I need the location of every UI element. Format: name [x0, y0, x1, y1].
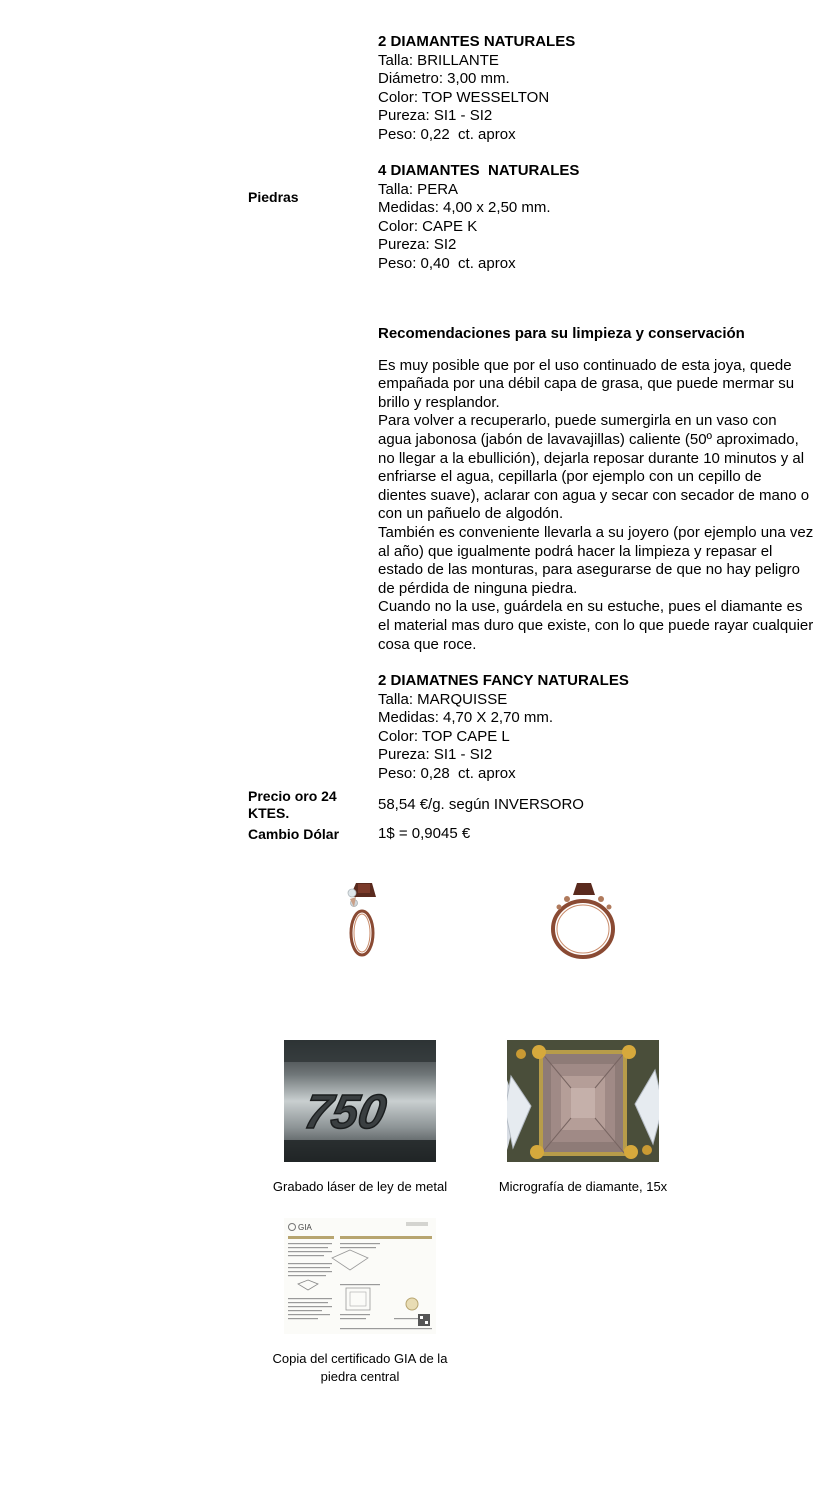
stone-3-line: Talla: MARQUISSE: [378, 690, 508, 708]
care-paragraph: Para volver a recuperarlo, puede sumergirla en un vaso con agua jabonosa (jabón de lavavajillas) caliente (50º aproximado, no llegar a la ebullición), dejarla reposar durante 10 minutos y al enfriarse el agua, cepillarla (por ejemplo con un cepillo de dientes suave), aclarar con agua y secar con secador de mano o con un pañuelo de algodón.: [378, 412, 810, 523]
stone-spec-3: [378, 672, 818, 784]
laser-caption: Grabado láser de ley de metal: [272, 1179, 448, 1194]
stone-2-line: Medidas: 4,00 x 2,50 mm.: [378, 199, 551, 217]
care-paragraph: Es muy posible que por el uso continuado de esta joya, quede empañada por una débil capa de grasa, que puede mermar su brillo y resplandor.: [378, 356, 795, 411]
care-paragraph: Cuando no la use, guárdela en su estuche, pues el diamante es el material mas duro que existe, con lo que puede rayar cualquier cosa que roce.: [378, 598, 814, 653]
ring-side-photo: [330, 875, 390, 960]
micrograph-caption: Micrografía de diamante, 15x: [498, 1179, 668, 1194]
care-paragraph: También es conveniente llevarla a su joyero (por ejemplo una vez al año) que igualmente podrá hacer la limpieza y repasar el estado de las monturas, para asegurarse de que no hay peligro de pérdida de ninguna piedra.: [378, 523, 814, 597]
care-section: [378, 325, 814, 654]
gia-certificate-image: [284, 1218, 436, 1334]
stones-label: Piedras: [248, 189, 299, 205]
care-title: Recomendaciones para su limpieza y conservación: [378, 325, 745, 342]
stone-2-line: Pureza: SI2: [378, 236, 457, 254]
exchange-value: 1$ = 0,9045 €: [378, 825, 471, 842]
stone-3-title: 2 DIAMATNES FANCY NATURALES: [378, 672, 629, 689]
gold-price-label: Precio oro 24 KTES.: [248, 788, 337, 821]
gold-price-value: 58,54 €/g. según INVERSORO: [378, 796, 584, 813]
stone-spec-2: [378, 162, 818, 274]
stone-1-line: Talla: BRILLANTE: [378, 51, 499, 69]
stone-1-line: Diámetro: 3,00 mm.: [378, 70, 510, 88]
diamond-micrograph-photo: [507, 1040, 659, 1162]
stone-3-line: Color: TOP CAPE L: [378, 727, 510, 745]
engraving-text: 750: [300, 1085, 391, 1139]
stone-3-line: Medidas: 4,70 X 2,70 mm.: [378, 709, 554, 727]
stone-3-line: Peso: 0,28 ct. aprox: [378, 764, 516, 782]
stone-2-line: Color: CAPE K: [378, 217, 478, 235]
stone-spec-1: [378, 33, 818, 145]
stone-1-line: Pureza: SI1 - SI2: [378, 107, 493, 125]
exchange-label: Cambio Dólar: [248, 826, 340, 842]
stone-1-title: 2 DIAMANTES NATURALES: [378, 33, 576, 50]
ring-front-photo: [545, 877, 625, 962]
gia-caption: Copia del certificado GIA de la piedra central: [272, 1351, 448, 1384]
stone-1-line: Color: TOP WESSELTON: [378, 88, 550, 106]
laser-engraving-photo: [284, 1040, 436, 1162]
stone-2-title: 4 DIAMANTES NATURALES: [378, 162, 580, 179]
stone-2-line: Talla: PERA: [378, 180, 459, 198]
gia-logo-text: GIA: [298, 1223, 312, 1232]
stone-2-line: Peso: 0,40 ct. aprox: [378, 254, 516, 272]
stone-1-line: Peso: 0,22 ct. aprox: [378, 125, 516, 143]
stone-3-line: Pureza: SI1 - SI2: [378, 746, 493, 764]
